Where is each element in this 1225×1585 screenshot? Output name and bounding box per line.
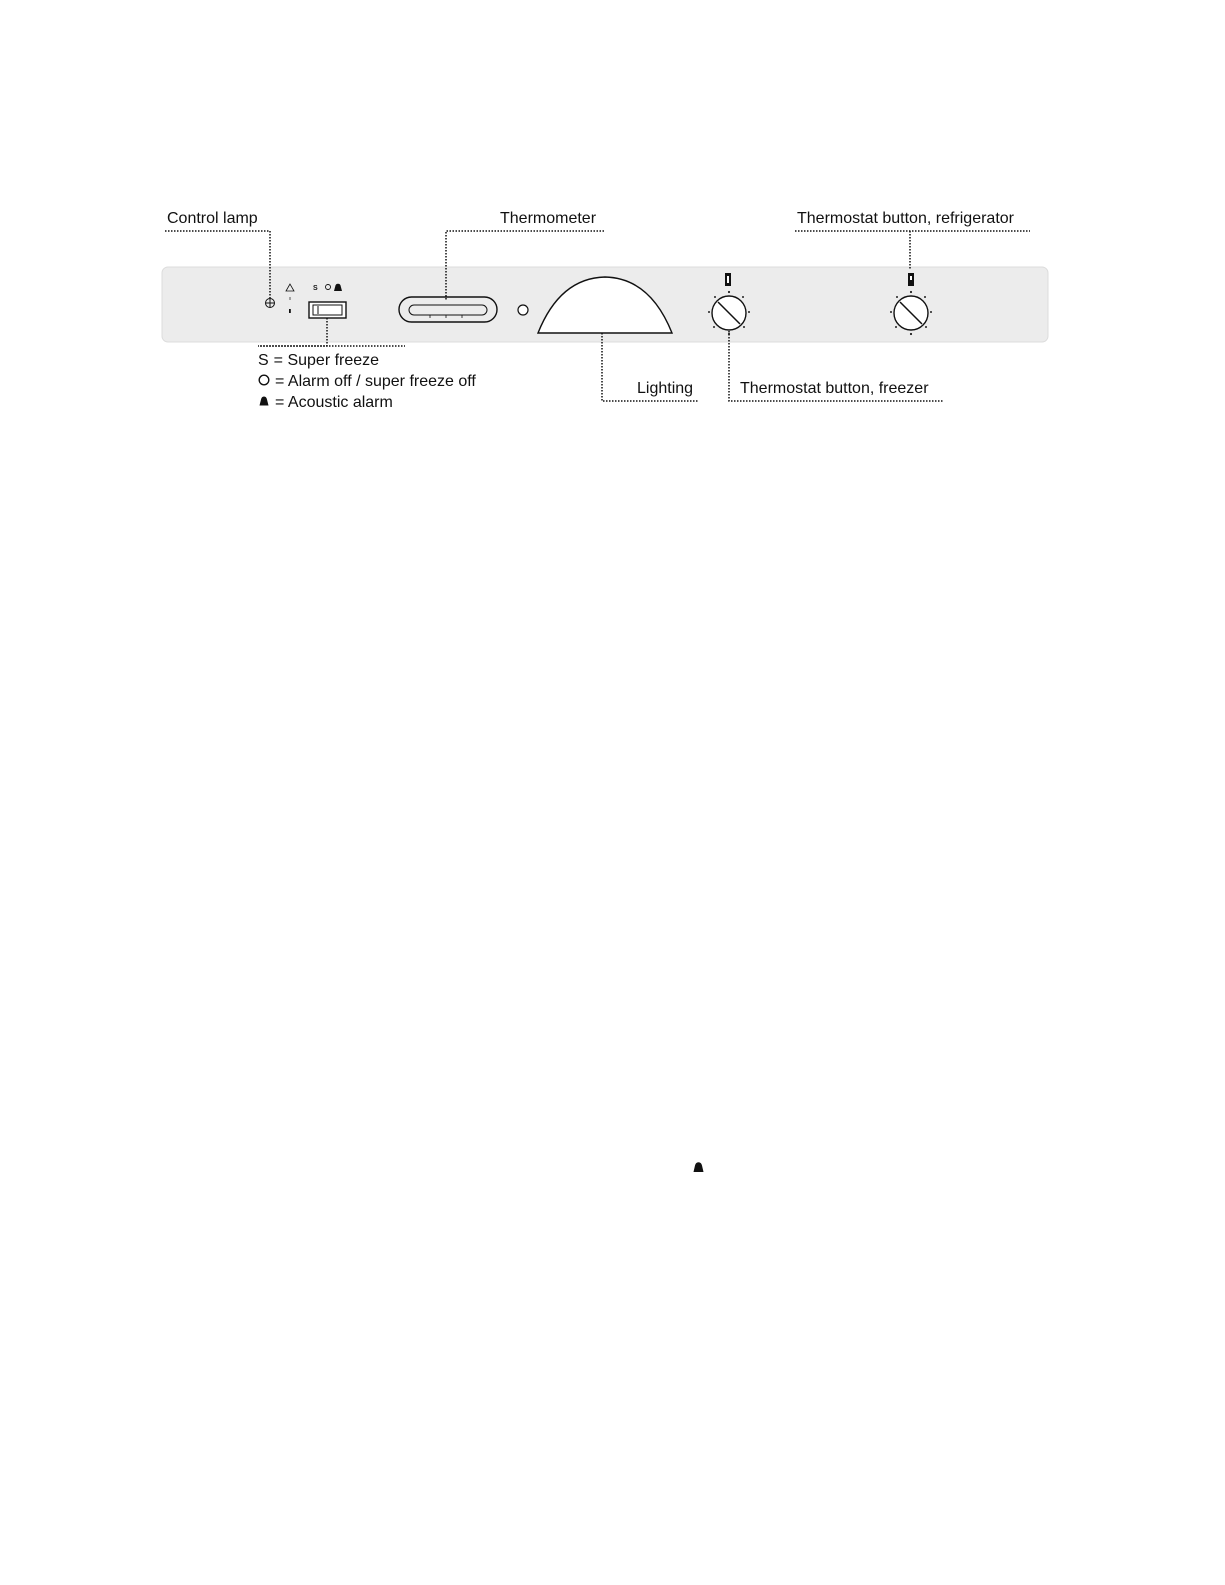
label-control-lamp: Control lamp [167,210,258,227]
legend-row-alarm-off [258,373,476,391]
legend-symbol-s: S [258,352,269,369]
legend-text: = Acoustic alarm [275,394,393,411]
super-freeze-switch[interactable] [309,302,346,318]
label-lighting: Lighting [637,380,694,397]
label-thermostat-refrigerator: Thermostat button, refrigerator [797,210,1014,227]
label-thermometer: Thermometer [500,210,597,227]
legend-text: = Alarm off / super freeze off [275,373,476,390]
indicator-light [518,305,528,315]
legend-row-super-freeze [258,352,379,370]
legend-row-acoustic-alarm [258,394,393,412]
switch-symbol-s: S [313,285,318,292]
indicator-mark [289,309,291,313]
bell-icon [258,394,270,412]
bell-icon [692,1160,705,1178]
legend-text: = Super freeze [273,352,380,369]
lamp-icon [266,299,275,308]
label-thermostat-freezer: Thermostat button, freezer [740,380,929,397]
circle-icon [258,373,270,391]
